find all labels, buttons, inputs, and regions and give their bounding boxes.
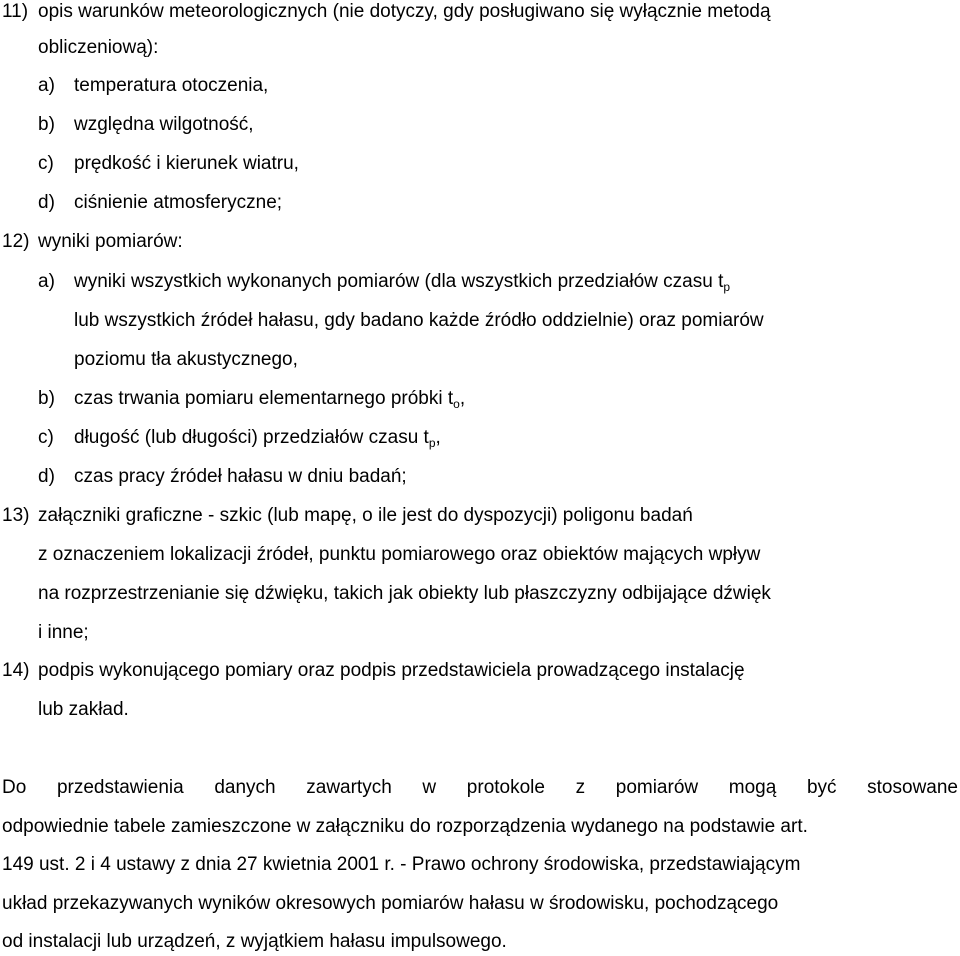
paragraph-line: od instalacji lub urządzeń, z wyjątkiem hałasu impulsowego. bbox=[2, 931, 507, 952]
item-text: obliczeniową): bbox=[38, 37, 159, 58]
word: w bbox=[422, 777, 437, 798]
word: protokole bbox=[466, 777, 545, 798]
item-text: i inne; bbox=[38, 622, 89, 643]
word: pomiarów bbox=[615, 777, 699, 798]
subitem-text bbox=[74, 426, 441, 450]
word: mogą bbox=[728, 777, 777, 798]
subscript: p bbox=[428, 436, 436, 450]
paragraph-line-justified bbox=[2, 776, 958, 800]
item-text: załączniki graficzne - szkic (lub mapę, o ile jest do dyspozycji) poligonu badań bbox=[38, 505, 693, 526]
subitem-label: a) bbox=[38, 75, 55, 96]
word: zawartych bbox=[306, 777, 392, 798]
item-text: z oznaczeniem lokalizacji źródeł, punktu pomiarowego oraz obiektów mających wpływ bbox=[38, 544, 761, 565]
subitem-label: a) bbox=[38, 271, 55, 292]
subitem-text bbox=[74, 387, 465, 411]
subitem-text bbox=[74, 270, 730, 294]
word: Do bbox=[2, 777, 27, 798]
word: stosowane bbox=[867, 777, 958, 798]
subitem-text: lub wszystkich źródeł hałasu, gdy badano każde źródło oddzielnie) oraz pomiarów bbox=[74, 310, 764, 331]
item-number: 14) bbox=[2, 660, 30, 681]
item-number: 12) bbox=[2, 231, 30, 252]
subitem-text: względna wilgotność, bbox=[74, 114, 254, 135]
subscript: o bbox=[453, 397, 460, 411]
text-run: , bbox=[435, 427, 441, 448]
word: z bbox=[575, 777, 586, 798]
subitem-label: b) bbox=[38, 114, 55, 135]
subitem-text: temperatura otoczenia, bbox=[74, 75, 269, 96]
word: przedstawienia bbox=[56, 777, 184, 798]
paragraph-line: odpowiednie tabele zamieszczone w załączniku do rozporządzenia wydanego na podstawie art. bbox=[2, 816, 808, 837]
subitem-label: b) bbox=[38, 388, 55, 409]
subitem-label: d) bbox=[38, 466, 55, 487]
word: być bbox=[806, 777, 837, 798]
subitem-text: czas pracy źródeł hałasu w dniu badań; bbox=[74, 466, 407, 487]
subitem-text: ciśnienie atmosferyczne; bbox=[74, 192, 283, 213]
paragraph-line: układ przekazywanych wyników okresowych pomiarów hałasu w środowisku, pochodzącego bbox=[2, 893, 779, 914]
subscript: p bbox=[723, 280, 731, 294]
text-run: wyniki wszystkich wykonanych pomiarów (dla wszystkich przedziałów czasu t bbox=[74, 271, 724, 292]
word: danych bbox=[214, 777, 276, 798]
text-run: czas trwania pomiaru elementarnego próbki t bbox=[74, 388, 454, 409]
subitem-text: poziomu tła akustycznego, bbox=[74, 349, 298, 370]
item-text: na rozprzestrzenianie się dźwięku, takich jak obiekty lub płaszczyzny odbijające dźwięk bbox=[38, 583, 771, 604]
text-run: długość (lub długości) przedziałów czasu t bbox=[74, 427, 429, 448]
subitem-label: c) bbox=[38, 153, 54, 174]
item-number: 13) bbox=[2, 505, 30, 526]
paragraph-line: 149 ust. 2 i 4 ustawy z dnia 27 kwietnia 2001 r. - Prawo ochrony środowiska, przedstawiającym bbox=[2, 854, 801, 875]
subitem-label: d) bbox=[38, 192, 55, 213]
item-text: lub zakład. bbox=[38, 699, 129, 720]
item-text: wyniki pomiarów: bbox=[38, 231, 183, 252]
item-text: opis warunków meteorologicznych (nie dotyczy, gdy posługiwano się wyłącznie metodą bbox=[38, 1, 771, 22]
text-run: , bbox=[459, 388, 466, 409]
subitem-label: c) bbox=[38, 427, 54, 448]
subitem-text: prędkość i kierunek wiatru, bbox=[74, 153, 299, 174]
item-text: podpis wykonującego pomiary oraz podpis przedstawiciela prowadzącego instalację bbox=[38, 660, 745, 681]
item-number: 11) bbox=[2, 1, 29, 22]
